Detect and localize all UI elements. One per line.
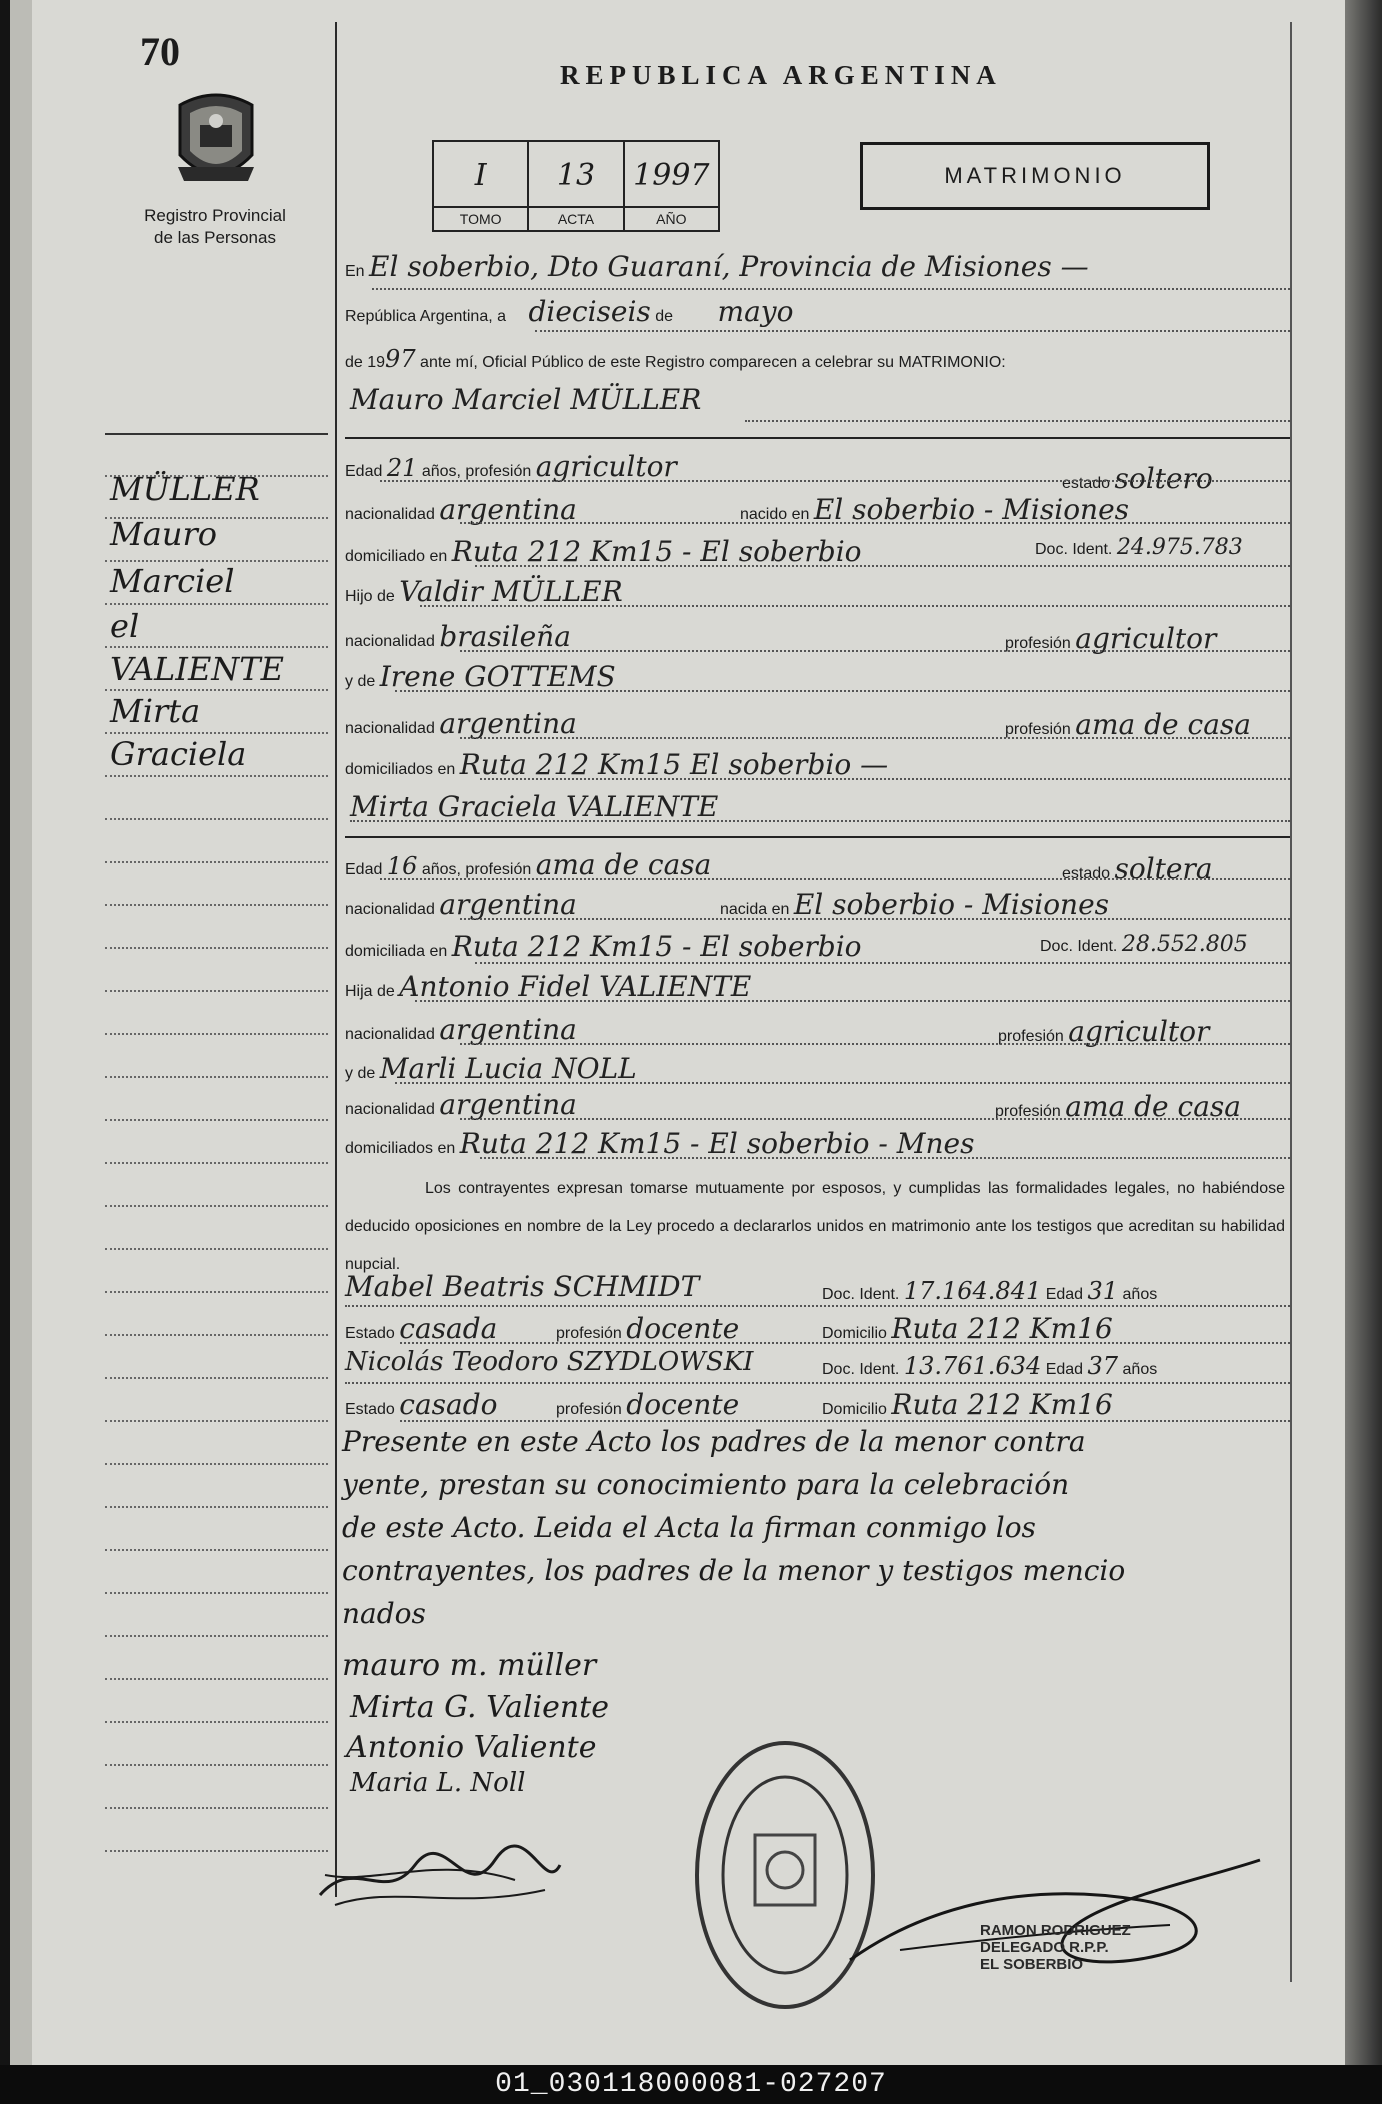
witness2-age: 37 — [1087, 1352, 1119, 1380]
groom-father-nationality: brasileña — [439, 620, 571, 653]
official-name-stamp — [980, 1922, 1131, 1973]
witness2-address: Ruta 212 Km16 — [891, 1388, 1113, 1421]
groom-name: Mauro Marciel MÜLLER — [350, 383, 702, 416]
margin-ruled-line — [105, 861, 328, 863]
father-prof-label: profesión — [1005, 635, 1071, 652]
w1-anios-label: años — [1122, 1286, 1158, 1303]
nacida-label: nacida en — [720, 901, 790, 918]
official-stamp-line: EL SOBERBIO — [980, 1956, 1084, 1973]
groom-mnat-dotline — [460, 737, 1290, 739]
witness2-address-block — [822, 1388, 1113, 1421]
registry-crest-icon — [170, 85, 262, 193]
declaration-text: Los contrayentes expresan tomarse mutuamente por esposos, y cumplidas las formalidades legales, no habiéndose deducido oposiciones en nombre de la Ley procedo a declararlos unidos en matrimonio ante los testigos que acreditan su habilidad nupcial. — [345, 1180, 1285, 1273]
page-shadow-edge — [1345, 0, 1382, 2065]
nacido-label: nacido en — [740, 506, 810, 523]
witness1-address: Ruta 212 Km16 — [891, 1312, 1113, 1345]
signature-bride-mother: Maria L. Noll — [350, 1768, 526, 1798]
w1-edad-label: Edad — [1045, 1286, 1084, 1303]
groom-mother-occupation: ama de casa — [1075, 708, 1251, 741]
republica-label: República Argentina, a — [345, 308, 506, 325]
witness1-status: casada — [399, 1312, 498, 1345]
signature-groom: mauro m. müller — [342, 1648, 597, 1683]
groom-mother-dotline — [395, 690, 1290, 692]
statement-text: ante mí, Oficial Público de este Registro comparecen a celebrar su MATRIMONIO: — [420, 354, 1006, 371]
bride-father-nationality: argentina — [439, 1013, 577, 1046]
bride-nac-label: nacionalidad — [345, 901, 435, 918]
margin-ruled-line — [105, 1119, 328, 1121]
margin-ruled-line — [105, 1076, 328, 1078]
date-dotline — [535, 330, 1290, 332]
domiciliada-label: domiciliada en — [345, 943, 448, 960]
margin-ruled-line — [105, 1850, 328, 1852]
margin-ruled-line — [105, 517, 328, 519]
margin-ruled-line — [105, 603, 328, 605]
groom-birthplace: El soberbio - Misiones — [813, 493, 1130, 526]
w1-doc-label: Doc. Ident. — [822, 1286, 900, 1303]
margin-ruled-line — [105, 1807, 328, 1809]
margin-ruled-line — [105, 1334, 328, 1336]
groom-name-dotline — [745, 420, 1290, 422]
witness1-occupation: docente — [626, 1312, 740, 1345]
tomo-cell — [434, 142, 529, 230]
bride-name-line — [350, 790, 718, 823]
groom-parents-address: Ruta 212 Km15 El soberbio — — [459, 748, 889, 781]
bride-name: Mirta Graciela VALIENTE — [350, 790, 719, 823]
groom-father-dotline — [420, 605, 1290, 607]
margin-ruled-line — [105, 1162, 328, 1164]
bride-mother-nationality: argentina — [439, 1088, 577, 1121]
official-stamp-line: DELEGADO R.P.P. — [980, 1939, 1109, 1956]
tomo-label: TOMO — [434, 206, 527, 230]
witness1-address-block — [822, 1312, 1113, 1345]
bride-fnat-label: nacionalidad — [345, 1026, 435, 1043]
witness-signature-scribble — [315, 1835, 565, 1915]
groom-status-block — [1062, 462, 1213, 495]
margin-ruled-line — [105, 1463, 328, 1465]
witness2-doc: 13.761.634 — [903, 1352, 1042, 1380]
bride-status: soltera — [1114, 852, 1213, 885]
page-binding-edge — [10, 0, 32, 2065]
bride-address-line — [345, 930, 862, 963]
witness2-occupation: docente — [626, 1388, 740, 1421]
groom-father-line — [345, 575, 623, 608]
w1-dom-label: Domicilio — [822, 1325, 887, 1342]
margin-ruled-line — [105, 818, 328, 820]
groom-father-nat-line — [345, 620, 571, 653]
anios-prof-label: años, profesión — [421, 463, 532, 480]
edad-label: Edad — [345, 463, 383, 480]
bride-father-nat-line — [345, 1013, 577, 1046]
margin-ruled-line — [105, 1291, 328, 1293]
groom-mother: Irene GOTTEMS — [379, 660, 616, 693]
bride-age-line — [345, 848, 711, 881]
bride-age-dotline — [380, 878, 1290, 880]
bride-doc-label: Doc. Ident. — [1040, 938, 1118, 955]
w2-estado-label: Estado — [345, 1401, 395, 1418]
w2-prof-label: profesión — [556, 1401, 622, 1418]
observation-line: Presente en este Acto los padres de la menor contra — [342, 1425, 1086, 1458]
groom-paddr-dotline — [480, 778, 1290, 780]
witness2-name-dotline — [345, 1382, 1290, 1384]
record-type-box: MATRIMONIO — [860, 142, 1210, 210]
year-line — [345, 345, 1006, 373]
bride-estado-label: estado — [1062, 865, 1111, 882]
margin-ruled-line — [105, 1592, 328, 1594]
place-line — [345, 250, 1089, 283]
bride-parents-address-line — [345, 1127, 974, 1160]
w2-doc-label: Doc. Ident. — [822, 1361, 900, 1378]
bride-father: Antonio Fidel VALIENTE — [399, 970, 752, 1003]
margin-name: Graciela — [110, 735, 247, 773]
witness2-doc-block — [822, 1352, 1157, 1380]
father-nat-label: nacionalidad — [345, 633, 435, 650]
bride-edad-label: Edad — [345, 861, 383, 878]
bride-parents-address: Ruta 212 Km15 - El soberbio - Mnes — [459, 1127, 975, 1160]
bride-mprof-label: profesión — [995, 1103, 1061, 1120]
margin-ruled-line — [105, 732, 328, 734]
witness1-age: 31 — [1087, 1277, 1119, 1305]
bride-mnat-dotline — [460, 1118, 1290, 1120]
margin-rule — [335, 22, 337, 1897]
signature-bride-father: Antonio Valiente — [346, 1730, 597, 1765]
witness2-name: Nicolás Teodoro SZYDLOWSKI — [345, 1347, 754, 1377]
groom-fnat-dotline — [460, 650, 1290, 652]
witness2-prof-block — [556, 1388, 739, 1421]
witness1-name: Mabel Beatris SCHMIDT — [345, 1270, 700, 1303]
observations-block — [342, 1420, 1282, 1635]
bride-anios-prof-label: años, profesión — [421, 861, 532, 878]
y-de-label: y de — [345, 673, 376, 690]
year-prefix: de 19 — [345, 354, 386, 371]
groom-mother-line — [345, 660, 616, 693]
margin-ruled-line — [105, 1033, 328, 1035]
declaration-paragraph — [345, 1170, 1285, 1284]
groom-address-line — [345, 535, 862, 568]
estado-label: estado — [1062, 475, 1111, 492]
groom-nat-dotline — [460, 522, 1290, 524]
right-rule — [1290, 22, 1292, 1982]
bride-birthplace: El soberbio - Misiones — [793, 888, 1110, 921]
margin-ruled-line — [105, 1205, 328, 1207]
margin-name: el — [110, 607, 140, 645]
acta-label: ACTA — [529, 206, 622, 230]
margin-ruled-line — [105, 646, 328, 648]
tomo-value: I — [474, 158, 487, 193]
bride-nat-dotline — [460, 918, 1290, 920]
bride-name-dotline — [350, 820, 1290, 822]
margin-ruled-line — [105, 1420, 328, 1422]
bride-mother-dotline — [395, 1082, 1290, 1084]
mother-prof-label: profesión — [1005, 721, 1071, 738]
registry-name-line2: de las Personas — [154, 228, 276, 247]
observation-line: contrayentes, los padres de la menor y testigos mencio — [342, 1554, 1126, 1587]
registry-name-line1: Registro Provincial — [144, 206, 286, 225]
bride-occupation: ama de casa — [535, 848, 712, 881]
w2-dom-label: Domicilio — [822, 1401, 887, 1418]
bride-nationality: argentina — [439, 888, 577, 921]
domiciliado-label: domiciliado en — [345, 548, 448, 565]
mother-nat-label: nacionalidad — [345, 720, 435, 737]
margin-name: VALIENTE — [110, 650, 284, 688]
bride-father-line — [345, 970, 751, 1003]
bride-mother-occupation: ama de casa — [1065, 1090, 1241, 1123]
official-stamp-line: RAMON RODRIGUEZ — [980, 1922, 1131, 1939]
section-separator — [345, 437, 1290, 439]
record-number-box — [432, 140, 720, 232]
margin-ruled-line — [105, 1248, 328, 1250]
w2-edad-label: Edad — [1045, 1361, 1084, 1378]
bride-addr-dotline — [475, 962, 1290, 964]
groom-doc-block — [1035, 535, 1243, 560]
groom-addr-dotline — [475, 565, 1290, 567]
groom-father-occupation: agricultor — [1075, 622, 1217, 655]
place-value: El soberbio, Dto Guaraní, Provincia de Misiones — — [369, 250, 1089, 283]
witness1-prof-block — [556, 1312, 739, 1345]
bride-mother-line — [345, 1052, 637, 1085]
witness1-doc: 17.164.841 — [903, 1277, 1042, 1305]
bride-doc: 28.552.805 — [1121, 932, 1248, 957]
anio-value: 1997 — [633, 158, 710, 193]
w2-anios-label: años — [1122, 1361, 1158, 1378]
witness2-status-line — [345, 1388, 497, 1421]
bride-y-de-label: y de — [345, 1065, 376, 1082]
hija-de-label: Hija de — [345, 983, 395, 1000]
doc-label: Doc. Ident. — [1035, 541, 1113, 558]
section-separator-2 — [345, 836, 1290, 838]
witness2-status: casado — [399, 1388, 498, 1421]
witness1-name-line — [345, 1270, 699, 1303]
bride-paddr-dotline — [480, 1157, 1290, 1159]
observation-line: de este Acto. Leida el Acta la firman conmigo los — [342, 1511, 1036, 1544]
groom-mother-nationality: argentina — [439, 707, 577, 740]
groom-nationality: argentina — [439, 493, 577, 526]
registry-name — [120, 205, 310, 249]
margin-name: Mauro — [110, 515, 218, 553]
margin-ruled-line — [105, 475, 328, 477]
witness1-doc-block — [822, 1277, 1157, 1305]
groom-occupation: agricultor — [535, 450, 677, 483]
bride-mother-nat-line — [345, 1088, 577, 1121]
en-label: En — [345, 263, 365, 280]
margin-ruled-line — [105, 689, 328, 691]
page-number: 70 — [140, 29, 180, 74]
acta-value: 13 — [556, 158, 596, 193]
margin-ruled-line — [105, 1506, 328, 1508]
margin-ruled-line — [105, 1678, 328, 1680]
margin-ruled-line — [105, 1635, 328, 1637]
w1-estado-label: Estado — [345, 1325, 395, 1342]
margin-ruled-line — [105, 947, 328, 949]
bride-domiciliados-label: domiciliados en — [345, 1140, 456, 1157]
groom-status: soltero — [1114, 462, 1213, 495]
anio-cell — [625, 142, 718, 230]
witness1-name-dotline — [345, 1305, 1290, 1307]
groom-father: Valdir MÜLLER — [399, 575, 623, 608]
margin-ruled-line — [105, 560, 328, 562]
groom-address: Ruta 212 Km15 - El soberbio — [451, 535, 862, 568]
groom-age: 21 — [386, 454, 418, 482]
margin-name: Marciel — [110, 562, 235, 600]
witness1-status-dotline — [400, 1342, 1290, 1344]
groom-parents-address-line — [345, 748, 888, 781]
margin-ruled-line — [105, 1377, 328, 1379]
margin-separator — [105, 433, 328, 435]
bride-doc-block — [1040, 932, 1248, 957]
bride-age: 16 — [386, 852, 418, 880]
bride-mother: Marli Lucia NOLL — [379, 1052, 637, 1085]
scan-footer-code: 01_030118000081-027207 — [0, 2065, 1382, 2104]
margin-ruled-line — [105, 904, 328, 906]
domiciliados-label: domiciliados en — [345, 761, 456, 778]
year-suffix: 97 — [385, 345, 416, 373]
margin-name: Mirta — [110, 692, 201, 730]
bride-fnat-dotline — [460, 1043, 1290, 1045]
bride-fprof-label: profesión — [998, 1028, 1064, 1045]
hijo-de-label: Hijo de — [345, 588, 395, 605]
country-title: REPUBLICA ARGENTINA — [560, 60, 1002, 90]
observation-line: nados — [342, 1597, 426, 1630]
signature-bride: Mirta G. Valiente — [350, 1690, 609, 1725]
witness1-status-line — [345, 1312, 497, 1345]
month-value: mayo — [717, 295, 794, 328]
groom-age-line — [345, 450, 677, 483]
bride-birthplace-block — [720, 888, 1109, 921]
groom-doc: 24.975.783 — [1116, 535, 1243, 560]
w1-prof-label: profesión — [556, 1325, 622, 1342]
margin-name: MÜLLER — [110, 470, 260, 508]
witness2-name-line — [345, 1347, 753, 1377]
bride-father-dotline — [415, 1000, 1290, 1002]
anio-label: AÑO — [625, 206, 718, 230]
bride-mnat-label: nacionalidad — [345, 1101, 435, 1118]
place-dotline — [372, 288, 1290, 290]
margin-ruled-line — [105, 775, 328, 777]
groom-age-dotline — [380, 480, 1290, 482]
observation-line: yente, prestan su conocimiento para la celebración — [342, 1468, 1070, 1501]
acta-cell — [529, 142, 624, 230]
de-label: de — [655, 308, 674, 325]
groom-name-line — [350, 383, 701, 416]
margin-ruled-line — [105, 1549, 328, 1551]
bride-father-occupation: agricultor — [1068, 1015, 1210, 1048]
date-line — [345, 295, 793, 328]
groom-mother-nat-line — [345, 707, 577, 740]
margin-ruled-line — [105, 990, 328, 992]
margin-ruled-line — [105, 1721, 328, 1723]
bride-address: Ruta 212 Km15 - El soberbio — [451, 930, 862, 963]
bride-nationality-line — [345, 888, 577, 921]
margin-ruled-line — [105, 1764, 328, 1766]
bride-status-block — [1062, 852, 1213, 885]
nacionalidad-label: nacionalidad — [345, 506, 435, 523]
day-value: dieciseis — [528, 295, 651, 328]
